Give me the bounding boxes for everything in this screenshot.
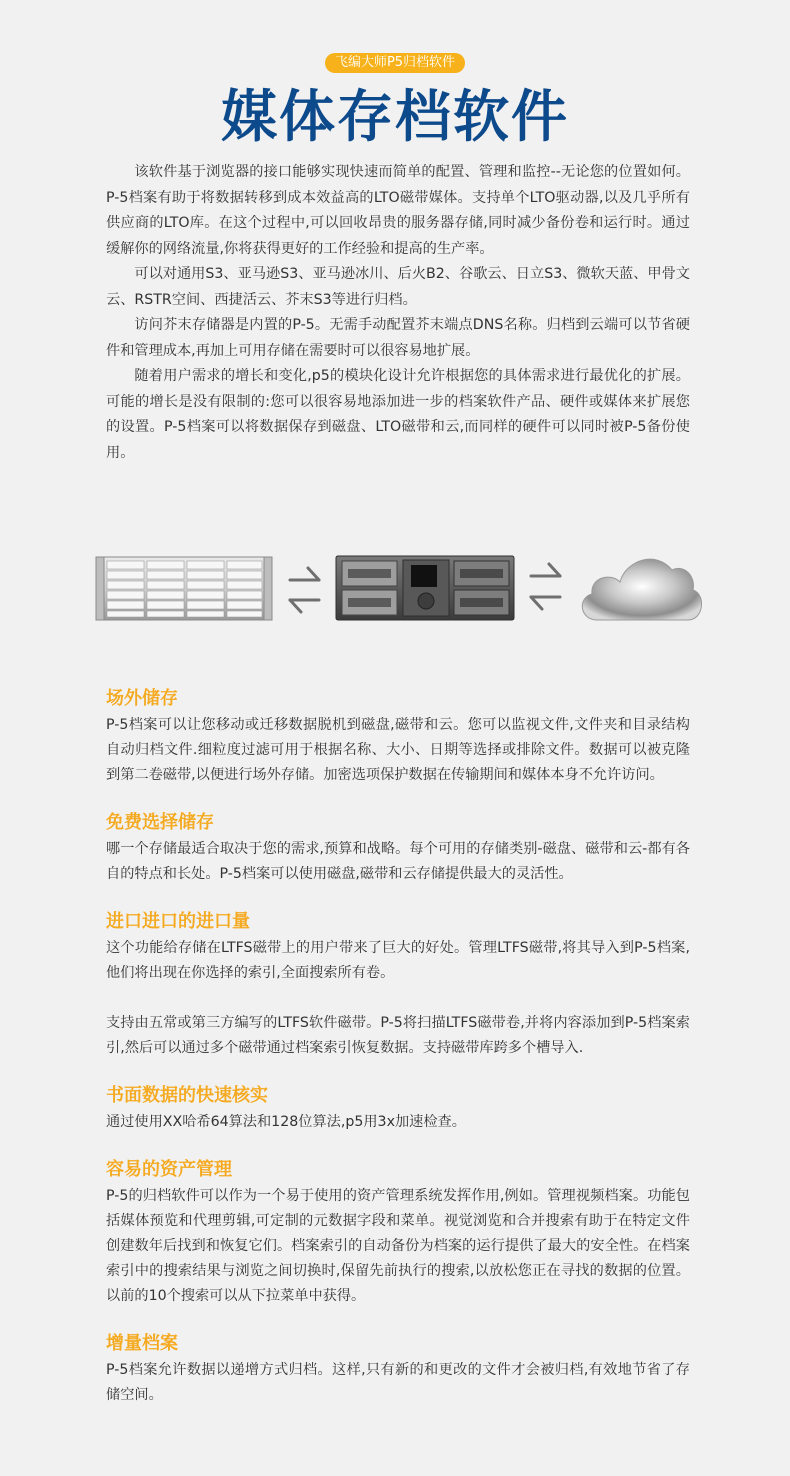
section-paragraph: 通过使用XX哈希64算法和128位算法,p5用3x加速检查。 <box>106 1114 466 1130</box>
intro-paragraph: 随着用户需求的增长和变化,p5的模块化设计允许根据您的具体需求进行最优化的扩展。可能的增长是没有限制的:您可以很容易地添加进一步的档案软件产品、硬件或媒体来扩展您的设置。P-5档案可以将数据保存到磁盘、LTO磁带和云,而同样的硬件可以同时被P-5备份使用。 <box>106 368 690 461</box>
product-badge: 飞编大师P5归档软件 <box>325 53 465 73</box>
section-paragraph: P-5档案可以让您移动或迁移数据脱机到磁盘,磁带和云。您可以监视文件,文件夹和目录结构自动归档文件.细粒度过滤可用于根据名称、大小、日期等选择或排除文件。数据可以被克隆到第二卷磁带,以便进行场外存储。加密选项保护数据在传输期间和媒体本身不允许访问。 <box>106 717 690 783</box>
intro-paragraph: 该软件基于浏览器的接口能够实现快速而简单的配置、管理和监控--无论您的位置如何。P-5档案有助于将数据转移到成本效益高的LTO磁带媒体。支持单个LTO驱动器,以及几乎所有供应商的LTO库。在这个过程中,可以回收昂贵的服务器存储,同时减少备份卷和运行时。通过缓解你的网络流量,你将获得更好的工作经验和提高的生产率。 <box>106 164 690 257</box>
section-paragraph: P-5档案允许数据以递增方式归档。这样,只有新的和更改的文件才会被归档,有效地节省了存储空间。 <box>106 1362 690 1403</box>
section-paragraph: 哪一个存储最适合取决于您的需求,预算和战略。每个可用的存储类别-磁盘、磁带和云-都有各自的特点和长处。P-5档案可以使用磁盘,磁带和云存储提供最大的灵活性。 <box>106 841 690 882</box>
section-fast-verification <box>106 1083 690 1135</box>
sync-arrows-icon <box>290 568 319 612</box>
section-heading: 免费选择储存 <box>106 812 214 833</box>
section-heading: 增量档案 <box>106 1333 178 1354</box>
section-paragraph: 这个功能给存储在LTFS磁带上的用户带来了巨大的好处。管理LTFS磁带,将其导入到P-5档案,他们将出现在你选择的索引,全面搜索所有卷。 <box>106 940 690 981</box>
section-heading: 书面数据的快速核实 <box>106 1085 268 1106</box>
section-paragraph: P-5的归档软件可以作为一个易于使用的资产管理系统发挥作用,例如。管理视频档案。功能包括媒体预览和代理剪辑,可定制的元数据字段和菜单。视觉浏览和合并搜索有助于在特定文件创建数年后找到和恢复它们。档案索引的自动备份为档案的运行提供了最大的安全性。在档案索引中的搜索结果与浏览之间切换时,保留先前执行的搜索,以放松您正在寻找的数据的位置。以前的10个搜索可以从下拉菜单中获得。 <box>106 1188 690 1304</box>
disk-server-icon <box>96 557 272 620</box>
section-free-storage-choice <box>106 810 690 887</box>
storage-diagram-graphic <box>90 538 705 638</box>
section-asset-management <box>106 1157 690 1309</box>
storage-diagram <box>90 538 705 638</box>
section-paragraph: 支持由五常或第三方编写的LTFS软件磁带。P-5将扫描LTFS磁带卷,并将内容添加到P-5档案索引,然后可以通过多个磁带通过档案索引恢复数据。支持磁带库跨多个槽导入. <box>106 1015 690 1056</box>
intro-paragraph: 可以对通用S3、亚马逊S3、亚马逊冰川、后火B2、谷歌云、日立S3、微软天蓝、甲骨文云、RSTR空间、西捷活云、芥末S3等进行归档。 <box>106 266 690 308</box>
intro-paragraph: 访问芥末存储器是内置的P-5。无需手动配置芥末端点DNS名称。归档到云端可以节省硬件和管理成本,再加上可用存储在需要时可以很容易地扩展。 <box>106 317 690 359</box>
section-heading: 容易的资产管理 <box>106 1159 232 1180</box>
sync-arrows-icon <box>531 564 560 609</box>
page-title: 媒体存档软件 <box>221 85 569 150</box>
section-heading: 场外储存 <box>106 688 178 709</box>
tape-library-icon <box>336 556 514 620</box>
feature-sections <box>106 686 690 1430</box>
badge-container <box>0 51 790 73</box>
intro-text <box>106 160 690 466</box>
section-ltfs-import <box>106 909 690 1061</box>
section-incremental-archive <box>106 1331 690 1408</box>
section-heading: 进口进口的进口量 <box>106 911 250 932</box>
cloud-icon <box>582 559 701 620</box>
section-offsite-storage <box>106 686 690 788</box>
